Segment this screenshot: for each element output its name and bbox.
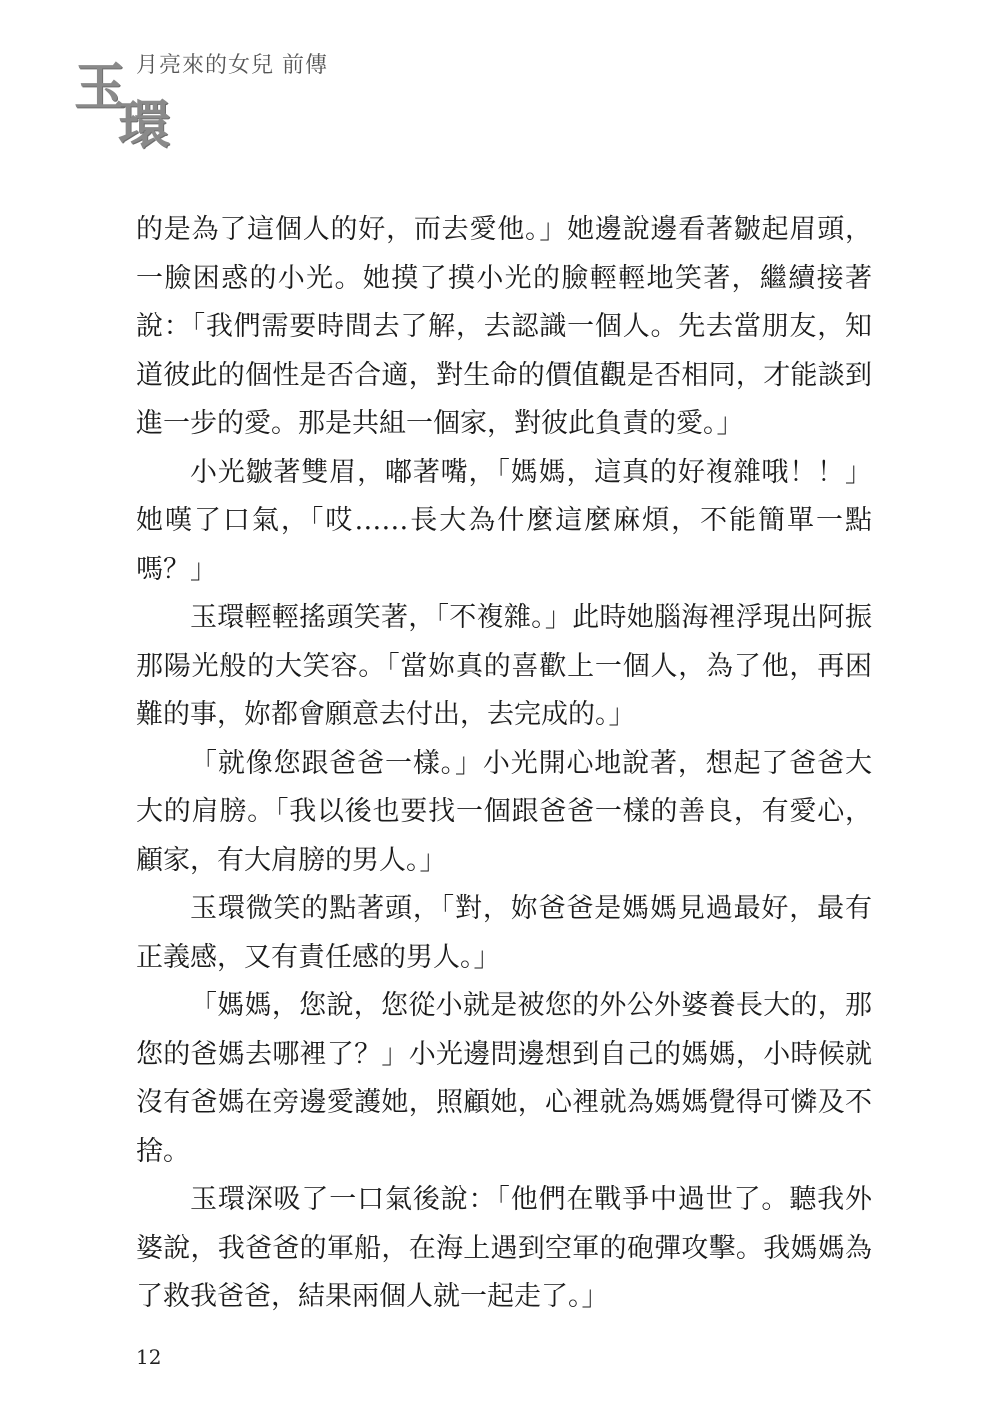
paragraph: 玉環輕輕搖頭笑著，「不複雜。」此時她腦海裡浮現出阿振那陽光般的大笑容。「當妳真的喜歡上一個人，為了他，再困難的事，妳都會願意去付出，去完成的。」 — [136, 602, 872, 730]
paragraph: 「媽媽，您說，您從小就是被您的外公外婆養長大的，那您的爸媽去哪裡了？」小光邊問邊想到自己的媽媽，小時候就沒有爸媽在旁邊愛護她，照顧她，心裡就為媽媽覺得可憐及不捨。 — [136, 990, 872, 1167]
paragraph: 「就像您跟爸爸一樣。」小光開心地說著，想起了爸爸大大的肩膀。「我以後也要找一個跟爸爸一樣的善良，有愛心，顧家，有大肩膀的男人。」 — [136, 747, 872, 876]
page-number: 12 — [136, 1345, 162, 1369]
body-text — [136, 206, 872, 1322]
book-title: 月亮來的女兒 前傳 — [136, 53, 328, 78]
page-header — [0, 0, 1000, 170]
header-brand-char: 環 — [118, 95, 171, 156]
paragraph: 小光皺著雙眉，嘟著嘴，「媽媽，這真的好複雜哦！！」她嘆了口氣，「哎……長大為什麼這麼麻煩，不能簡單一點嗎？」 — [136, 456, 872, 585]
paragraph: 玉環微笑的點著頭，「對，妳爸爸是媽媽見過最好，最有正義感，又有責任感的男人。」 — [136, 893, 872, 973]
paragraph: 玉環深吸了一口氣後說：「他們在戰爭中過世了。聽我外婆說，我爸爸的軍船，在海上遇到空軍的砲彈攻擊。我媽媽為了救我爸爸，結果兩個人就一起走了。」 — [136, 1184, 872, 1312]
header-brand-char: 玉 — [74, 57, 127, 118]
paragraph: 的是為了這個人的好，而去愛他。」她邊說邊看著皺起眉頭，一臉困惑的小光。她摸了摸小光的臉輕輕地笑著，繼續接著說：「我們需要時間去了解，去認識一個人。先去當朋友，知道彼此的個性是否合適，對生命的價值觀是否相同，才能談到進一步的愛。那是共組一個家，對彼此負責的愛。」 — [136, 214, 872, 439]
